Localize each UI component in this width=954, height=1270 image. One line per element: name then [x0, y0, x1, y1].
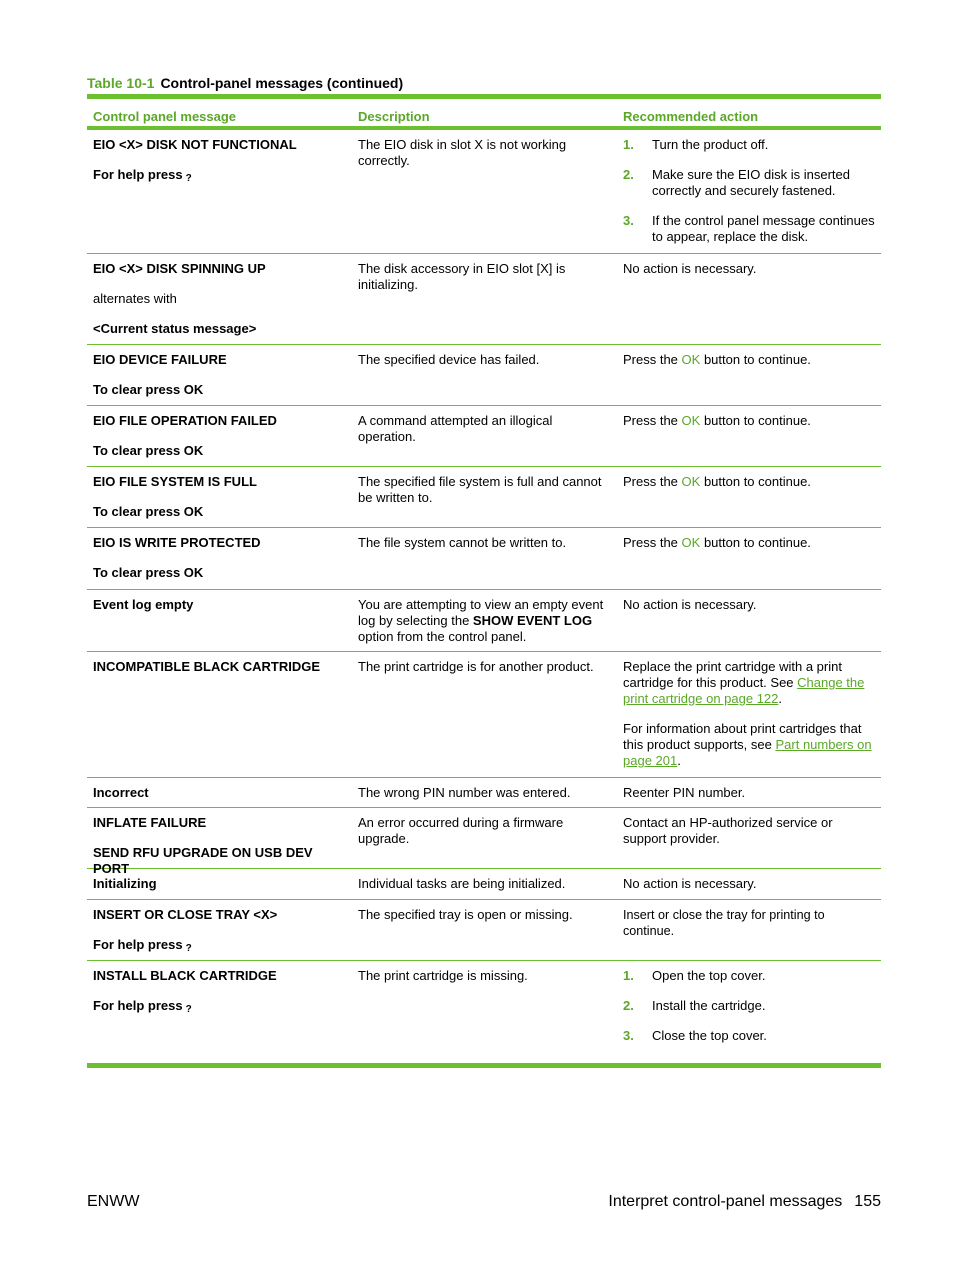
help-icon: ?: [185, 943, 192, 954]
table-row: [87, 589, 881, 651]
message-text: EIO <X> DISK NOT FUNCTIONAL: [93, 137, 297, 152]
description-cell: Individual tasks are being initialized.: [358, 876, 566, 891]
message-text: EIO IS WRITE PROTECTED: [93, 535, 261, 550]
action-cell: Press the OK button to continue.: [623, 535, 811, 550]
description-cell: The specified tray is open or missing.: [358, 907, 573, 922]
list-item: 1. Open the top cover.: [623, 968, 766, 983]
description-cell: The wrong PIN number was entered.: [358, 785, 571, 800]
message-text: INCOMPATIBLE BLACK CARTRIDGE: [93, 659, 321, 674]
help-icon: ?: [185, 1004, 192, 1015]
clear-text: To clear press OK: [93, 443, 204, 458]
action-cell: Contact an HP-authorized service or support provider.: [623, 815, 833, 846]
secondary-message-text: SEND RFU UPGRADE ON USB DEV PORT: [93, 845, 313, 876]
message-cell: [87, 778, 352, 807]
footer-section: [608, 1193, 881, 1211]
action-cell: No action is necessary.: [623, 876, 757, 891]
action-cell: No action is necessary.: [623, 261, 757, 276]
header-recommended-action: Recommended action: [623, 109, 759, 124]
message-text: INSERT OR CLOSE TRAY <X>: [93, 907, 278, 922]
description-cell: The print cartridge is missing.: [358, 968, 528, 983]
message-text: INFLATE FAILURE: [93, 815, 207, 830]
message-cell: [87, 900, 352, 960]
table-row: [87, 807, 881, 876]
help-text: For help press ?: [93, 167, 192, 184]
list-item: 3. If the control panel message continues to appear, replace the disk.: [623, 213, 875, 244]
message-text: EIO FILE SYSTEM IS FULL: [93, 474, 257, 489]
message-text: EIO DEVICE FAILURE: [93, 352, 227, 367]
message-cell: [87, 528, 352, 589]
message-cell: [87, 808, 352, 876]
message-text: EIO FILE OPERATION FAILED: [93, 413, 277, 428]
help-text: For help press ?: [93, 998, 192, 1015]
table-number: Table 10-1: [87, 75, 155, 91]
table-row: [87, 899, 881, 960]
action-cell: Press the OK button to continue.: [623, 474, 811, 489]
help-icon: ?: [185, 173, 192, 184]
footer-enww: ENWW: [87, 1193, 140, 1210]
ok-button-name: OK: [681, 474, 701, 489]
message-cell: [87, 869, 352, 899]
message-cell: [87, 406, 352, 466]
table-row: [87, 777, 881, 807]
message-text: Initializing: [93, 876, 157, 891]
ok-button-name: OK: [681, 535, 701, 550]
action-cell: Replace the print cartridge with a print cartridge for this product. See Change the print cartridge on page 122. For information about print cartridges that this product supports, see Part numbers on page 201.: [623, 659, 872, 768]
action-steps: [623, 968, 875, 1044]
message-cell: [87, 590, 352, 651]
table-header-row: [87, 99, 881, 130]
table-title: Control-panel messages (continued): [160, 75, 404, 91]
status-message-text: <Current status message>: [93, 321, 257, 336]
control-panel-messages-table: [87, 94, 881, 1068]
message-text: EIO <X> DISK SPINNING UP: [93, 261, 266, 276]
table-row: [87, 527, 881, 589]
message-cell: [87, 652, 352, 777]
table-caption: [87, 75, 403, 91]
clear-text: To clear press OK: [93, 504, 204, 519]
clear-text: To clear press OK: [93, 382, 204, 397]
message-cell: [87, 345, 352, 405]
description-cell: An error occurred during a firmware upgrade.: [358, 815, 564, 846]
message-text: INSTALL BLACK CARTRIDGE: [93, 968, 277, 983]
list-item: 2. Install the cartridge.: [623, 998, 766, 1013]
action-cell: [617, 961, 881, 1063]
table-row: [87, 344, 881, 405]
action-cell: [617, 130, 881, 253]
message-text: Event log empty: [93, 597, 194, 612]
description-cell: A command attempted an illogical operation.: [358, 413, 553, 444]
action-cell: Press the OK button to continue.: [623, 413, 811, 428]
message-cell: [87, 961, 352, 1063]
alternates-text: alternates with: [93, 291, 177, 306]
ok-button-name: OK: [681, 352, 701, 367]
description-cell: You are attempting to view an empty event log by selecting the SHOW EVENT LOG option from the control panel.: [358, 597, 604, 644]
header-control-panel-message: Control panel message: [93, 109, 237, 124]
table-row: [87, 405, 881, 466]
table-row: [87, 960, 881, 1063]
part-numbers-link[interactable]: Part numbers on page 201: [623, 737, 872, 768]
help-text: For help press ?: [93, 937, 192, 954]
action-steps: [623, 137, 875, 245]
clear-text: To clear press OK: [93, 565, 204, 580]
action-cell: Press the OK button to continue.: [623, 352, 811, 367]
description-cell: The file system cannot be written to.: [358, 535, 567, 550]
list-item: 2. Make sure the EIO disk is inserted correctly and securely fastened.: [623, 167, 850, 198]
message-cell: [87, 254, 352, 344]
change-cartridge-link[interactable]: Change the print cartridge on page 122: [623, 675, 865, 706]
message-cell: [87, 130, 352, 253]
header-description: Description: [358, 109, 430, 124]
ok-button-name: OK: [681, 413, 701, 428]
table-row: [87, 130, 881, 253]
table-row: [87, 651, 881, 777]
description-cell: The disk accessory in EIO slot [X] is initializing.: [358, 261, 566, 292]
table-row: [87, 868, 881, 899]
menu-item-name: SHOW EVENT LOG: [472, 613, 593, 628]
list-item: 1. Turn the product off.: [623, 137, 769, 152]
message-cell: [87, 467, 352, 527]
description-cell: The specified device has failed.: [358, 352, 540, 367]
description-cell: The print cartridge is for another product.: [358, 659, 594, 674]
table-row: [87, 466, 881, 527]
action-cell: Reenter PIN number.: [623, 785, 746, 800]
action-cell: No action is necessary.: [623, 597, 757, 612]
page-number: 155: [854, 1193, 881, 1210]
footer-section-title: Interpret control-panel messages: [608, 1193, 843, 1210]
description-cell: The specified file system is full and cannot be written to.: [358, 474, 602, 505]
table-row: [87, 253, 881, 344]
message-text: Incorrect: [93, 785, 149, 800]
description-cell: The EIO disk in slot X is not working correctly.: [358, 137, 567, 168]
list-item: 3. Close the top cover.: [623, 1028, 767, 1043]
action-cell: Insert or close the tray for printing to continue.: [623, 908, 825, 938]
